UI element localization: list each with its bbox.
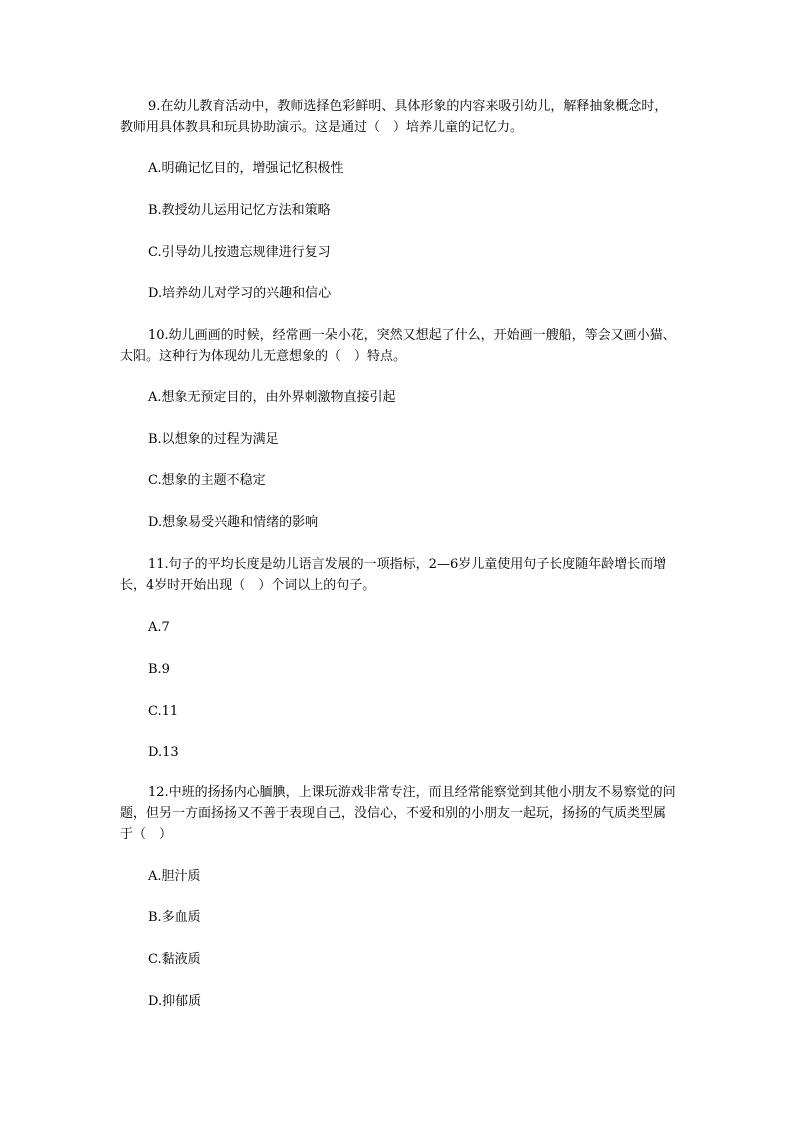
question-12-option-b: B.多血质 <box>148 910 201 925</box>
question-10-option-d: D.想象易受兴趣和情绪的影响 <box>148 515 319 530</box>
question-12-option-d: D.抑郁质 <box>148 994 202 1009</box>
question-10-option-b: B.以想象的过程为满足 <box>148 432 279 447</box>
question-10-stem: 10.幼儿画画的时候，经常画一朵小花，突然又想起了什么，开始画一艘船，等会又画小猫、太阳。这种行为体现幼儿无意想象的（ ）特点。 <box>120 328 676 364</box>
question-9-option-d: D.培养幼儿对学习的兴趣和信心 <box>148 286 332 301</box>
question-10-option-c: C.想象的主题不稳定 <box>148 473 266 488</box>
question-12-stem: 12.中班的扬扬内心腼腆，上课玩游戏非常专注，而且经常能察觉到其他小朋友不易察觉的问题，但另一方面扬扬又不善于表现自己，没信心，不爱和别的小朋友一起玩，扬扬的气质类型属于（ ） <box>120 785 676 842</box>
question-11-stem: 11.句子的平均长度是幼儿语言发展的一项指标，2—6岁儿童使用句子长度随年龄增长而增长，4岁时开始出现（ ）个词以上的句子。 <box>120 557 667 593</box>
question-11-option-d: D.13 <box>148 745 179 760</box>
question-9-stem: 9.在幼儿教育活动中，教师选择色彩鲜明、具体形象的内容来吸引幼儿，解释抽象概念时，教师用具体教具和玩具协助演示。这是通过（ ）培养儿童的记忆力。 <box>120 99 668 135</box>
question-9-option-c: C.引导幼儿按遗忘规律进行复习 <box>148 245 331 260</box>
question-9-option-a: A.明确记忆目的，增强记忆积极性 <box>148 161 344 176</box>
question-11-option-c: C.11 <box>148 704 179 719</box>
question-12-option-a: A.胆汁质 <box>148 869 201 884</box>
question-11-option-b: B.9 <box>148 662 170 677</box>
question-11-option-a: A.7 <box>148 620 170 635</box>
question-10-option-a: A.想象无预定目的，由外界刺激物直接引起 <box>148 390 396 405</box>
question-9-option-b: B.教授幼儿运用记忆方法和策略 <box>148 203 331 218</box>
question-12-option-c: C.黏液质 <box>148 952 201 967</box>
